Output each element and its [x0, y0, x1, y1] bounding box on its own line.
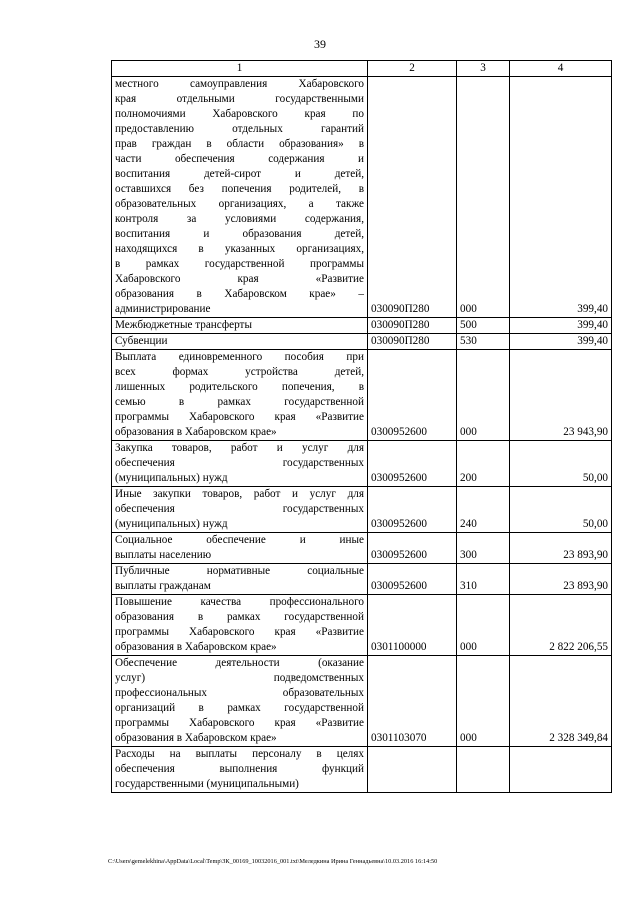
- row-type-cell: 310: [457, 564, 510, 595]
- row-type-cell: 500: [457, 318, 510, 334]
- row-name-line: Выплата единовременного пособия при: [115, 351, 364, 363]
- row-name-cell: [112, 334, 368, 350]
- row-name-line: Субвенции: [115, 335, 168, 347]
- row-name-line: Хабаровского края «Развитие: [115, 273, 364, 285]
- table-row: [112, 595, 612, 656]
- row-name-line: обеспечения государственных: [115, 457, 364, 469]
- row-name-cell: [112, 533, 368, 564]
- row-code-cell: [368, 747, 457, 793]
- row-type-cell: 000: [457, 350, 510, 441]
- row-amount-cell: 399,40: [510, 334, 612, 350]
- row-name-line: предоставлению отдельных гарантий: [115, 123, 364, 135]
- row-name-line: программы Хабаровского края «Развитие: [115, 411, 364, 423]
- row-name-cell: [112, 77, 368, 318]
- footer-file-path: C:\Users\gemelekhina\AppData\Local\Temp\ЗК_00169_10032016_001.txt\Меледкина Ирина Геннадьевна\10.03.2016 16:14:50: [108, 858, 438, 865]
- column-header-name: 1: [112, 61, 368, 77]
- row-name-line: Обеспечение деятельности (оказание: [115, 657, 364, 669]
- row-code-cell: 0300952600: [368, 533, 457, 564]
- table-row: [112, 441, 612, 487]
- row-name-line: Межбюджетные трансферты: [115, 319, 252, 331]
- row-name-line: прав граждан в области образования» в: [115, 138, 364, 150]
- row-name-line: администрирование: [115, 303, 211, 315]
- row-type-cell: 530: [457, 334, 510, 350]
- row-amount-cell: 50,00: [510, 487, 612, 533]
- row-type-cell: 000: [457, 656, 510, 747]
- row-type-cell: 000: [457, 595, 510, 656]
- table-row: [112, 77, 612, 318]
- row-code-cell: 030090П280: [368, 77, 457, 318]
- row-code-cell: 0300952600: [368, 350, 457, 441]
- row-name-line: местного самоуправления Хабаровского: [115, 78, 364, 90]
- row-name-line: образования в рамках государственной: [115, 611, 364, 623]
- row-type-cell: 240: [457, 487, 510, 533]
- row-code-cell: 0300952600: [368, 441, 457, 487]
- row-name-line: Социальное обеспечение и иные: [115, 534, 364, 546]
- row-amount-cell: 50,00: [510, 441, 612, 487]
- row-code-cell: 0301103070: [368, 656, 457, 747]
- row-type-cell: 000: [457, 77, 510, 318]
- row-name-line: Иные закупки товаров, работ и услуг для: [115, 488, 364, 500]
- row-name-line: выплаты гражданам: [115, 580, 211, 592]
- row-name-cell: [112, 595, 368, 656]
- table-header-row: [112, 61, 612, 77]
- row-name-cell: [112, 487, 368, 533]
- row-name-line: программы Хабаровского края «Развитие: [115, 626, 364, 638]
- row-code-cell: 0300952600: [368, 487, 457, 533]
- table-row: [112, 533, 612, 564]
- row-code-cell: 0301100000: [368, 595, 457, 656]
- row-name-line: оставшихся без попечения родителей, в: [115, 183, 364, 195]
- row-name-line: образования в Хабаровском крае»: [115, 641, 277, 653]
- row-name-cell: [112, 656, 368, 747]
- row-amount-cell: 399,40: [510, 77, 612, 318]
- row-name-line: государственными (муниципальными): [115, 778, 299, 790]
- row-name-line: обеспечения государственных: [115, 503, 364, 515]
- row-name-line: контроля за условиями содержания,: [115, 213, 364, 225]
- row-name-line: воспитания и образования детей,: [115, 228, 364, 240]
- row-name-line: части обеспечения содержания и: [115, 153, 364, 165]
- row-name-line: обеспечения выполнения функций: [115, 763, 364, 775]
- row-amount-cell: 2 328 349,84: [510, 656, 612, 747]
- row-name-line: услуг) подведомственных: [115, 672, 364, 684]
- row-name-line: образования в Хабаровском крае»: [115, 426, 277, 438]
- row-name-line: семью в рамках государственной: [115, 396, 364, 408]
- row-name-cell: [112, 441, 368, 487]
- row-amount-cell: 2 822 206,55: [510, 595, 612, 656]
- row-code-cell: 0300952600: [368, 564, 457, 595]
- row-name-line: программы Хабаровского края «Развитие: [115, 717, 364, 729]
- row-name-line: Публичные нормативные социальные: [115, 565, 364, 577]
- row-name-line: образовательных организациях, а также: [115, 198, 364, 210]
- row-name-line: Закупка товаров, работ и услуг для: [115, 442, 364, 454]
- row-amount-cell: [510, 747, 612, 793]
- row-type-cell: 200: [457, 441, 510, 487]
- table-row: [112, 564, 612, 595]
- table-row: [112, 334, 612, 350]
- row-name-line: Повышение качества профессионального: [115, 596, 364, 608]
- row-name-line: образования в Хабаровском крае» –: [115, 288, 364, 300]
- row-name-line: всех формах устройства детей,: [115, 366, 364, 378]
- table-row: [112, 318, 612, 334]
- row-amount-cell: 399,40: [510, 318, 612, 334]
- row-name-cell: [112, 747, 368, 793]
- table-row: [112, 656, 612, 747]
- row-name-line: выплаты населению: [115, 549, 212, 561]
- page-number: 39: [314, 37, 326, 51]
- row-type-cell: 300: [457, 533, 510, 564]
- row-name-line: Расходы на выплаты персоналу в целях: [115, 748, 364, 760]
- row-name-line: полномочиями Хабаровского края по: [115, 108, 364, 120]
- column-header-code: 2: [368, 61, 457, 77]
- row-code-cell: 030090П280: [368, 334, 457, 350]
- table-row: [112, 350, 612, 441]
- row-name-cell: [112, 318, 368, 334]
- row-name-line: профессиональных образовательных: [115, 687, 364, 699]
- row-name-line: организаций в рамках государственной: [115, 702, 364, 714]
- row-name-cell: [112, 350, 368, 441]
- row-type-cell: [457, 747, 510, 793]
- row-name-line: образования в Хабаровском крае»: [115, 732, 277, 744]
- row-amount-cell: 23 943,90: [510, 350, 612, 441]
- column-header-amount: 4: [510, 61, 612, 77]
- row-name-line: (муниципальных) нужд: [115, 472, 228, 484]
- row-code-cell: 030090П280: [368, 318, 457, 334]
- row-name-cell: [112, 564, 368, 595]
- row-name-line: в рамках государственной программы: [115, 258, 364, 270]
- budget-table: [111, 60, 612, 793]
- table-row: [112, 747, 612, 793]
- row-amount-cell: 23 893,90: [510, 564, 612, 595]
- row-name-line: лишенных родительского попечения, в: [115, 381, 364, 393]
- row-name-line: находящихся в указанных организациях,: [115, 243, 364, 255]
- table-row: [112, 487, 612, 533]
- row-name-line: воспитания детей-сирот и детей,: [115, 168, 364, 180]
- row-name-line: края отдельными государственными: [115, 93, 364, 105]
- row-name-line: (муниципальных) нужд: [115, 518, 228, 530]
- row-amount-cell: 23 893,90: [510, 533, 612, 564]
- column-header-type: 3: [457, 61, 510, 77]
